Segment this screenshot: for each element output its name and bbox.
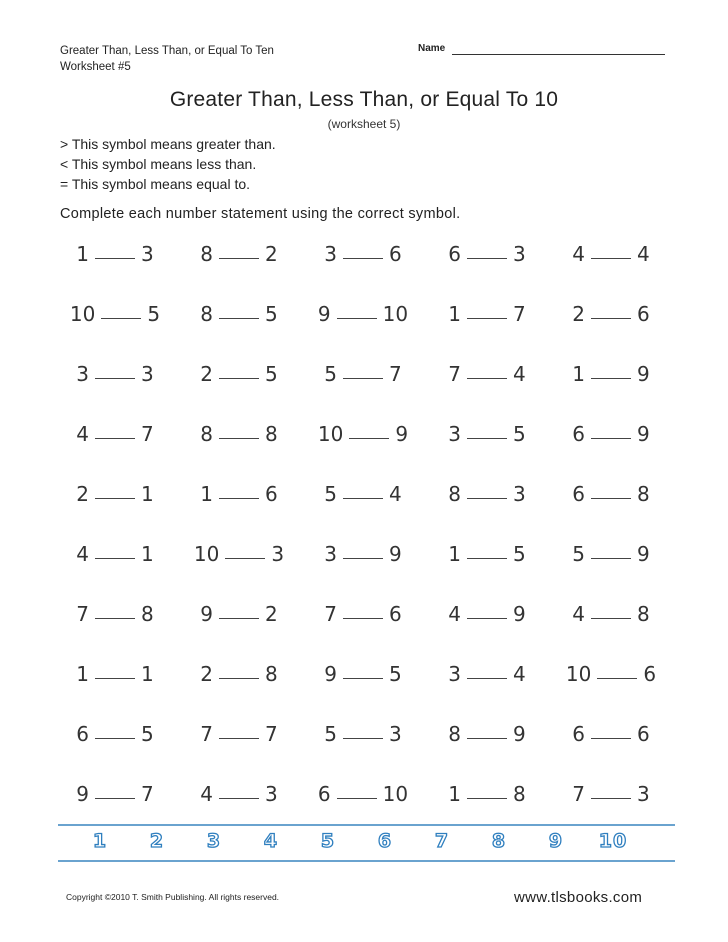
problem-item bbox=[551, 602, 671, 626]
right-number: 3 bbox=[141, 362, 154, 386]
left-number: 7 bbox=[324, 602, 337, 626]
number-line-digit: 8 bbox=[491, 830, 507, 852]
number-line-digit: 1 bbox=[92, 830, 108, 852]
right-number: 5 bbox=[265, 362, 278, 386]
answer-blank[interactable] bbox=[467, 558, 507, 559]
left-number: 5 bbox=[324, 722, 337, 746]
problem-item bbox=[427, 662, 547, 686]
right-number: 7 bbox=[513, 302, 526, 326]
header-worksheet-number: Worksheet #5 bbox=[60, 61, 131, 73]
left-number: 2 bbox=[572, 302, 585, 326]
right-number: 9 bbox=[637, 362, 650, 386]
answer-blank[interactable] bbox=[467, 498, 507, 499]
problem-item bbox=[55, 242, 175, 266]
problem-item bbox=[55, 362, 175, 386]
problem-item bbox=[427, 362, 547, 386]
number-line-digit: 4 bbox=[263, 830, 279, 852]
answer-blank[interactable] bbox=[467, 378, 507, 379]
problem-item bbox=[179, 662, 299, 686]
right-number: 7 bbox=[141, 422, 154, 446]
left-number: 9 bbox=[76, 782, 89, 806]
answer-blank[interactable] bbox=[591, 798, 631, 799]
problem-item bbox=[55, 482, 175, 506]
answer-blank[interactable] bbox=[219, 498, 259, 499]
website-link[interactable]: www.tlsbooks.com bbox=[514, 889, 643, 906]
right-number: 1 bbox=[141, 662, 154, 686]
right-number: 9 bbox=[513, 602, 526, 626]
right-number: 8 bbox=[513, 782, 526, 806]
left-number: 3 bbox=[324, 242, 337, 266]
problem-item bbox=[427, 302, 547, 326]
problem-item bbox=[303, 722, 423, 746]
right-number: 7 bbox=[389, 362, 402, 386]
right-number: 7 bbox=[265, 722, 278, 746]
problem-item bbox=[551, 422, 671, 446]
right-number: 8 bbox=[265, 422, 278, 446]
answer-blank[interactable] bbox=[337, 798, 377, 799]
answer-blank[interactable] bbox=[95, 738, 135, 739]
problem-item bbox=[551, 482, 671, 506]
problem-item bbox=[55, 782, 175, 806]
problem-item bbox=[551, 782, 671, 806]
left-number: 6 bbox=[448, 242, 461, 266]
right-number: 6 bbox=[637, 302, 650, 326]
left-number: 5 bbox=[572, 542, 585, 566]
answer-blank[interactable] bbox=[591, 318, 631, 319]
answer-blank[interactable] bbox=[591, 558, 631, 559]
left-number: 3 bbox=[324, 542, 337, 566]
answer-blank[interactable] bbox=[95, 618, 135, 619]
problem-item bbox=[427, 242, 547, 266]
answer-blank[interactable] bbox=[467, 438, 507, 439]
number-line-digit: 9 bbox=[548, 830, 564, 852]
problem-item bbox=[303, 242, 423, 266]
left-number: 9 bbox=[324, 662, 337, 686]
left-number: 6 bbox=[572, 482, 585, 506]
right-number: 8 bbox=[265, 662, 278, 686]
right-number: 7 bbox=[141, 782, 154, 806]
problem-item bbox=[551, 542, 671, 566]
left-number: 1 bbox=[448, 782, 461, 806]
right-number: 2 bbox=[265, 602, 278, 626]
right-number: 3 bbox=[513, 242, 526, 266]
problem-item bbox=[303, 602, 423, 626]
problem-item bbox=[551, 662, 671, 686]
answer-blank[interactable] bbox=[349, 438, 389, 439]
answer-blank[interactable] bbox=[95, 498, 135, 499]
left-number: 3 bbox=[448, 662, 461, 686]
right-number: 5 bbox=[513, 542, 526, 566]
answer-blank[interactable] bbox=[467, 798, 507, 799]
left-number: 8 bbox=[200, 242, 213, 266]
problem-item bbox=[179, 722, 299, 746]
problem-item bbox=[427, 482, 547, 506]
symbol-greater-than: > This symbol means greater than. bbox=[60, 136, 276, 152]
right-number: 8 bbox=[637, 602, 650, 626]
right-number: 5 bbox=[141, 722, 154, 746]
name-label: Name bbox=[418, 43, 446, 54]
answer-blank[interactable] bbox=[219, 798, 259, 799]
answer-blank[interactable] bbox=[343, 618, 383, 619]
problem-item bbox=[551, 362, 671, 386]
left-number: 6 bbox=[76, 722, 89, 746]
problem-item bbox=[179, 242, 299, 266]
left-number: 10 bbox=[317, 422, 344, 446]
answer-blank[interactable] bbox=[591, 618, 631, 619]
right-number: 5 bbox=[265, 302, 278, 326]
problem-item bbox=[427, 542, 547, 566]
right-number: 3 bbox=[637, 782, 650, 806]
answer-blank[interactable] bbox=[343, 738, 383, 739]
right-number: 6 bbox=[389, 602, 402, 626]
copyright-notice: Copyright ©2010 T. Smith Publishing. All rights reserved. bbox=[66, 892, 280, 902]
right-number: 3 bbox=[389, 722, 402, 746]
right-number: 9 bbox=[395, 422, 409, 446]
answer-blank[interactable] bbox=[219, 378, 259, 379]
answer-blank[interactable] bbox=[343, 558, 383, 559]
answer-blank[interactable] bbox=[343, 498, 383, 499]
right-number: 3 bbox=[513, 482, 526, 506]
number-line-digit: 2 bbox=[149, 830, 165, 852]
left-number: 4 bbox=[76, 422, 89, 446]
number-line-digit: 7 bbox=[434, 830, 450, 852]
instructions: Complete each number statement using the correct symbol. bbox=[60, 206, 461, 222]
left-number: 6 bbox=[572, 422, 585, 446]
problem-item bbox=[55, 722, 175, 746]
answer-blank[interactable] bbox=[591, 258, 631, 259]
left-number: 4 bbox=[572, 242, 585, 266]
answer-blank[interactable] bbox=[101, 318, 141, 319]
right-number: 9 bbox=[637, 422, 650, 446]
answer-blank[interactable] bbox=[95, 258, 135, 259]
right-number: 9 bbox=[637, 542, 650, 566]
left-number: 7 bbox=[76, 602, 89, 626]
left-number: 10 bbox=[565, 662, 592, 686]
left-number: 9 bbox=[200, 602, 213, 626]
problem-item bbox=[179, 482, 299, 506]
answer-blank[interactable] bbox=[467, 678, 507, 679]
right-number: 5 bbox=[513, 422, 526, 446]
problem-item bbox=[303, 542, 423, 566]
problem-item bbox=[427, 422, 547, 446]
right-number: 4 bbox=[513, 662, 526, 686]
left-number: 1 bbox=[76, 662, 89, 686]
answer-blank[interactable] bbox=[219, 258, 259, 259]
problem-item bbox=[179, 782, 299, 806]
right-number: 9 bbox=[389, 542, 402, 566]
left-number: 1 bbox=[200, 482, 213, 506]
problem-item bbox=[551, 302, 671, 326]
problem-item bbox=[303, 482, 423, 506]
problem-item bbox=[179, 302, 299, 326]
left-number: 8 bbox=[448, 482, 461, 506]
symbol-less-than: < This symbol means less than. bbox=[60, 156, 257, 172]
right-number: 6 bbox=[643, 662, 657, 686]
answer-blank[interactable] bbox=[95, 438, 135, 439]
header-title: Greater Than, Less Than, or Equal To Ten bbox=[60, 45, 274, 57]
page-subtitle: (worksheet 5) bbox=[327, 117, 401, 131]
problem-item bbox=[55, 662, 175, 686]
answer-blank[interactable] bbox=[95, 378, 135, 379]
problem-item bbox=[303, 782, 423, 806]
answer-blank[interactable] bbox=[219, 618, 259, 619]
right-number: 10 bbox=[382, 302, 409, 326]
right-number: 6 bbox=[637, 722, 650, 746]
answer-blank[interactable] bbox=[337, 318, 377, 319]
problem-item bbox=[179, 602, 299, 626]
right-number: 4 bbox=[513, 362, 526, 386]
answer-blank[interactable] bbox=[343, 258, 383, 259]
right-number: 10 bbox=[382, 782, 409, 806]
answer-blank[interactable] bbox=[591, 378, 631, 379]
problem-item bbox=[551, 722, 671, 746]
left-number: 3 bbox=[448, 422, 461, 446]
left-number: 5 bbox=[324, 482, 337, 506]
answer-blank[interactable] bbox=[343, 678, 383, 679]
left-number: 1 bbox=[572, 362, 585, 386]
left-number: 10 bbox=[69, 302, 96, 326]
problem-item bbox=[427, 722, 547, 746]
left-number: 7 bbox=[572, 782, 585, 806]
right-number: 5 bbox=[389, 662, 402, 686]
left-number: 7 bbox=[448, 362, 461, 386]
answer-blank[interactable] bbox=[95, 558, 135, 559]
problem-item bbox=[303, 422, 423, 446]
left-number: 1 bbox=[76, 242, 89, 266]
left-number: 8 bbox=[200, 422, 213, 446]
answer-blank[interactable] bbox=[467, 738, 507, 739]
problem-item bbox=[55, 602, 175, 626]
left-number: 8 bbox=[200, 302, 213, 326]
problem-item bbox=[551, 242, 671, 266]
answer-blank[interactable] bbox=[467, 258, 507, 259]
answer-blank[interactable] bbox=[225, 558, 265, 559]
right-number: 8 bbox=[141, 602, 154, 626]
right-number: 1 bbox=[141, 542, 154, 566]
answer-blank[interactable] bbox=[219, 318, 259, 319]
right-number: 9 bbox=[513, 722, 526, 746]
left-number: 1 bbox=[448, 542, 461, 566]
answer-blank[interactable] bbox=[219, 738, 259, 739]
right-number: 8 bbox=[637, 482, 650, 506]
problem-item bbox=[179, 362, 299, 386]
problem-item bbox=[55, 542, 175, 566]
problem-item bbox=[179, 422, 299, 446]
right-number: 4 bbox=[389, 482, 402, 506]
right-number: 4 bbox=[637, 242, 650, 266]
problem-item bbox=[427, 602, 547, 626]
answer-blank[interactable] bbox=[467, 318, 507, 319]
left-number: 4 bbox=[76, 542, 89, 566]
answer-blank[interactable] bbox=[591, 738, 631, 739]
problem-item bbox=[303, 302, 423, 326]
right-number: 1 bbox=[141, 482, 154, 506]
answer-blank[interactable] bbox=[591, 498, 631, 499]
left-number: 1 bbox=[448, 302, 461, 326]
problem-item bbox=[55, 422, 175, 446]
right-number: 5 bbox=[147, 302, 161, 326]
answer-blank[interactable] bbox=[95, 678, 135, 679]
left-number: 7 bbox=[200, 722, 213, 746]
right-number: 2 bbox=[265, 242, 278, 266]
number-line-digit: 6 bbox=[377, 830, 393, 852]
left-number: 6 bbox=[317, 782, 331, 806]
page-title: Greater Than, Less Than, or Equal To 10 bbox=[169, 88, 559, 111]
left-number: 2 bbox=[200, 362, 213, 386]
problem-item bbox=[303, 662, 423, 686]
left-number: 6 bbox=[572, 722, 585, 746]
left-number: 3 bbox=[76, 362, 89, 386]
left-number: 4 bbox=[572, 602, 585, 626]
left-number: 10 bbox=[193, 542, 220, 566]
problem-item bbox=[55, 302, 175, 326]
answer-blank[interactable] bbox=[591, 438, 631, 439]
answer-blank[interactable] bbox=[219, 678, 259, 679]
left-number: 2 bbox=[76, 482, 89, 506]
problem-item bbox=[303, 362, 423, 386]
answer-blank[interactable] bbox=[597, 678, 637, 679]
left-number: 5 bbox=[324, 362, 337, 386]
right-number: 3 bbox=[141, 242, 154, 266]
answer-blank[interactable] bbox=[467, 618, 507, 619]
right-number: 6 bbox=[265, 482, 278, 506]
number-line-digit: 10 bbox=[598, 830, 628, 852]
right-number: 3 bbox=[271, 542, 285, 566]
symbol-equal-to: = This symbol means equal to. bbox=[60, 176, 251, 192]
left-number: 2 bbox=[200, 662, 213, 686]
problem-item bbox=[427, 782, 547, 806]
answer-blank[interactable] bbox=[219, 438, 259, 439]
right-number: 6 bbox=[389, 242, 402, 266]
number-line-digit: 3 bbox=[206, 830, 222, 852]
answer-blank[interactable] bbox=[95, 798, 135, 799]
left-number: 9 bbox=[317, 302, 331, 326]
number-line-digit: 5 bbox=[320, 830, 336, 852]
left-number: 8 bbox=[448, 722, 461, 746]
left-number: 4 bbox=[448, 602, 461, 626]
left-number: 4 bbox=[200, 782, 213, 806]
answer-blank[interactable] bbox=[343, 378, 383, 379]
problem-item bbox=[179, 542, 299, 566]
right-number: 3 bbox=[265, 782, 278, 806]
